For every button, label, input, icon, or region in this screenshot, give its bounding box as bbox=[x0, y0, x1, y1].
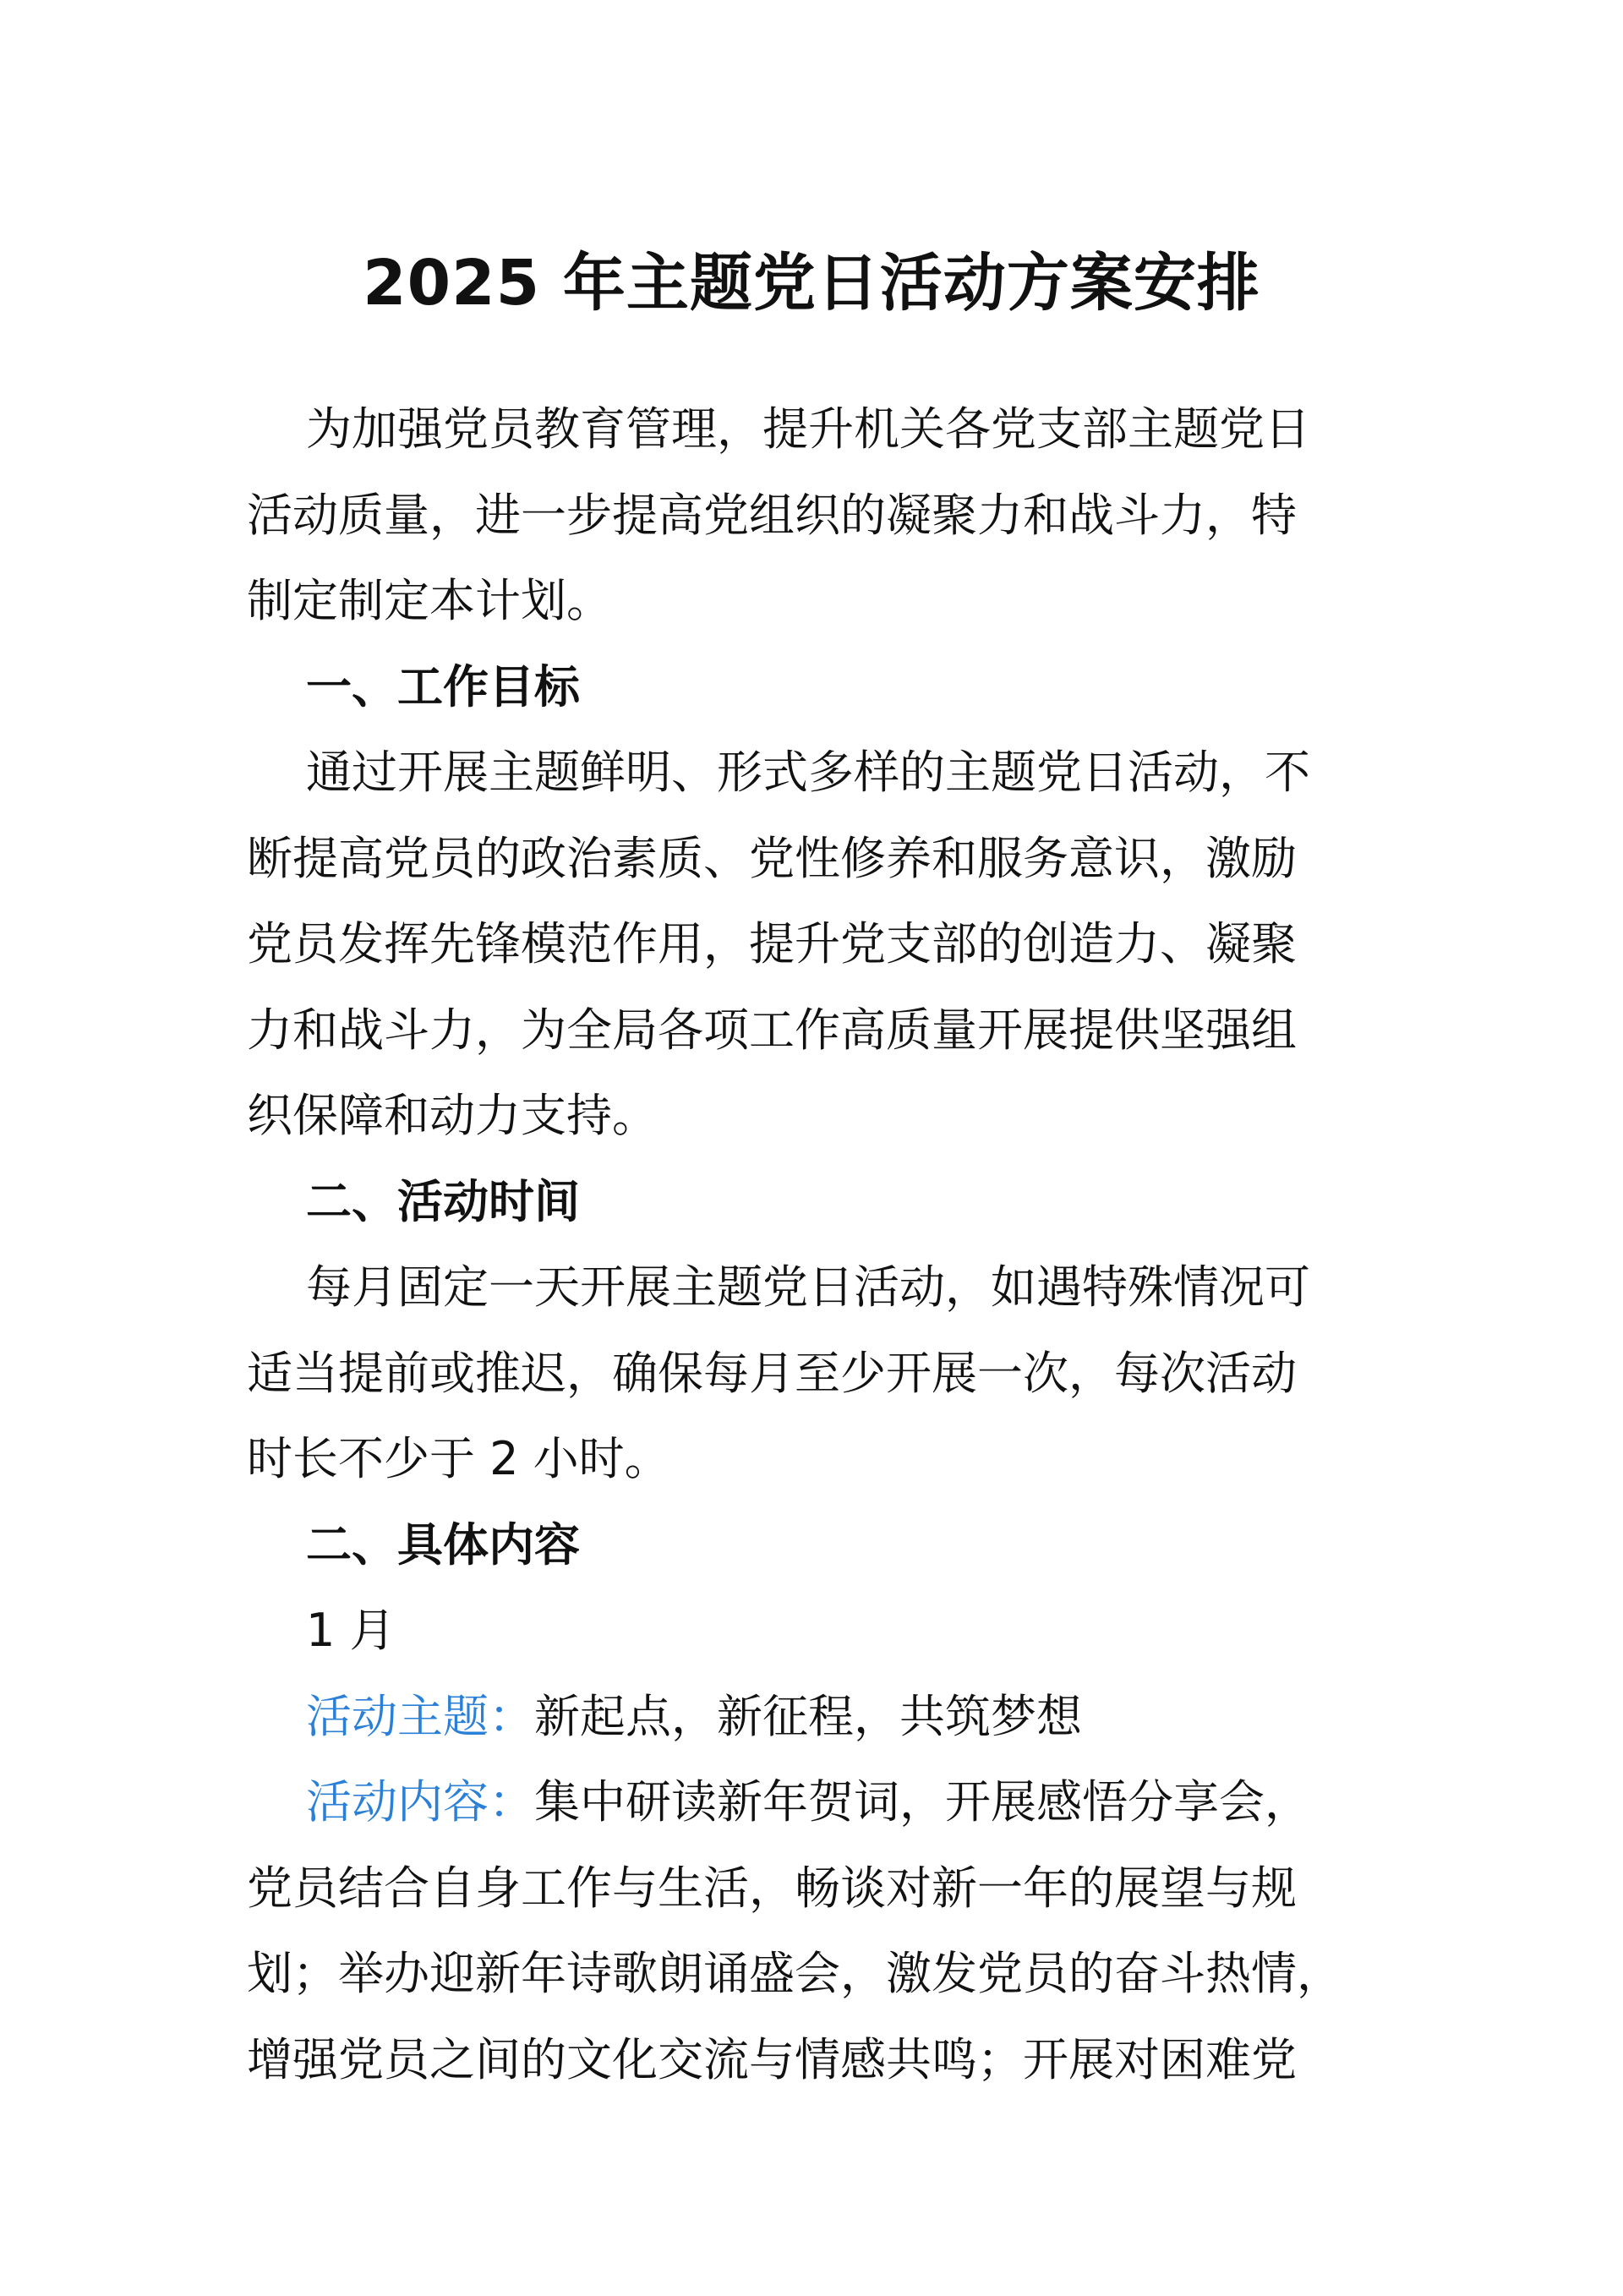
paragraph-line: 划；举办迎新年诗歌朗诵盛会，激发党员的奋斗热情， bbox=[247, 1947, 1342, 2000]
paragraph-line: 每月固定一天开展主题党日活动，如遇特殊情况可 bbox=[306, 1260, 1310, 1314]
paragraph-line: 时长不少于 2 小时。 bbox=[247, 1432, 670, 1485]
intro-line: 制定制定本计划。 bbox=[247, 574, 612, 627]
theme-value: 新起点，新征程，共筑梦想 bbox=[534, 1689, 1082, 1743]
paragraph-line: 通过开展主题鲜明、形式多样的主题党日活动，不 bbox=[306, 746, 1310, 799]
content-label: 活动内容： bbox=[306, 1775, 534, 1829]
section-heading-content: 二、具体内容 bbox=[306, 1517, 580, 1572]
paragraph-line: 党员结合自身工作与生活，畅谈对新一年的展望与规 bbox=[247, 1861, 1297, 1915]
paragraph-line: 织保障和动力支持。 bbox=[247, 1089, 658, 1142]
paragraph-line: 增强党员之间的文化交流与情感共鸣；开展对困难党 bbox=[247, 2032, 1297, 2086]
paragraph-line: 断提高党员的政治素质、党性修养和服务意识，激励 bbox=[247, 831, 1297, 885]
intro-line: 为加强党员教育管理，提升机关各党支部主题党日 bbox=[306, 402, 1310, 456]
month-label: 1 月 bbox=[306, 1604, 396, 1657]
intro-line: 活动质量，进一步提高党组织的凝聚力和战斗力，特 bbox=[247, 488, 1297, 542]
section-heading-goals: 一、工作目标 bbox=[306, 659, 580, 713]
content-first-text: 集中研读新年贺词，开展感悟分享会， bbox=[534, 1775, 1310, 1829]
document-title: 2025 年主题党日活动方案安排 bbox=[363, 247, 1260, 320]
paragraph-line: 适当提前或推迟，确保每月至少开展一次，每次活动 bbox=[247, 1346, 1297, 1400]
paragraph-line: 力和战斗力，为全局各项工作高质量开展提供坚强组 bbox=[247, 1003, 1297, 1057]
theme-label: 活动主题： bbox=[306, 1689, 534, 1743]
content-line bbox=[247, 1759, 1371, 1845]
theme-line bbox=[247, 1674, 1371, 1760]
paragraph-line: 党员发挥先锋模范作用，提升党支部的创造力、凝聚 bbox=[247, 917, 1297, 970]
document-body bbox=[247, 386, 1371, 2102]
section-heading-time: 二、活动时间 bbox=[306, 1174, 580, 1228]
